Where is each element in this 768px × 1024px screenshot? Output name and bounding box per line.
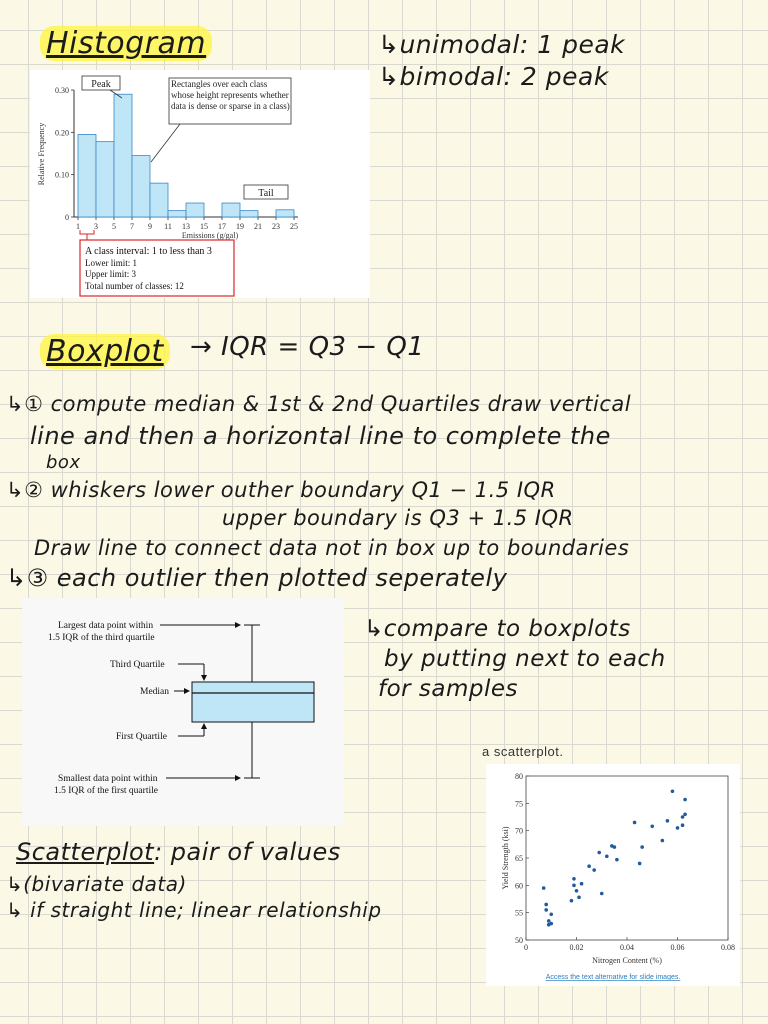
scatter-point	[671, 790, 675, 794]
histogram-x-tick-label: 23	[272, 222, 280, 231]
scatter-point	[681, 815, 685, 819]
largest-label-a: Largest data point within	[58, 621, 154, 631]
histogram-x-tick-label: 5	[112, 222, 116, 231]
histogram-x-tick-label: 19	[236, 222, 244, 231]
scatter-cut-caption: a scatterplot.	[482, 744, 564, 758]
histogram-bar	[96, 142, 114, 217]
histogram-x-tick-label: 7	[130, 222, 134, 231]
histogram-x-tick-label: 1	[76, 222, 80, 231]
scatter-panel	[486, 764, 740, 986]
scatter-x-label: Nitrogen Content (%)	[592, 956, 662, 965]
scatter-point	[577, 896, 581, 900]
step1-line-c: box	[46, 452, 81, 473]
scatter-definition: : pair of values	[154, 838, 341, 866]
scatter-plot-frame	[526, 776, 728, 940]
scatter-point	[640, 845, 644, 849]
scatter-point	[544, 908, 548, 912]
scatter-point	[650, 824, 654, 828]
histogram-x-tick-label: 25	[290, 222, 298, 231]
histogram-x-tick-label: 13	[182, 222, 190, 231]
first-quartile-label: First Quartile	[116, 732, 167, 742]
compare-line-a: ↳compare to boxplots	[364, 616, 631, 642]
class-interval-line2: Lower limit: 1	[85, 258, 137, 268]
histogram-bar	[240, 211, 258, 217]
compare-line-c: for samples	[378, 676, 519, 702]
iqr-note: → IQR = Q3 − Q1	[190, 332, 425, 362]
scatter-point	[592, 868, 596, 872]
scatter-chart	[486, 764, 740, 986]
histogram-bar	[132, 156, 150, 217]
rect-callout-text: Rectangles over each class whose height represents whether data is dense or sparse in a class)	[171, 79, 290, 111]
rect-callout-pointer	[151, 124, 180, 162]
class-interval-line4: Total number of classes: 12	[85, 281, 184, 291]
scatter-point	[572, 884, 576, 888]
step3-line: ↳③ each outlier then plotted seperately	[6, 564, 508, 592]
boxplot-panel	[22, 598, 344, 826]
scatter-point	[666, 819, 670, 823]
scatter-y-tick-label: 80	[515, 772, 523, 781]
step1-line-b: line and then a horizontal line to complete the	[30, 422, 611, 450]
scatter-y-tick-label: 70	[515, 826, 523, 836]
histogram-x-tick-label: 15	[200, 222, 208, 231]
scatter-y-tick-label: 60	[515, 881, 523, 891]
histogram-y-tick-label: 0	[65, 213, 69, 222]
peak-label: Peak	[91, 79, 111, 90]
scatter-point	[638, 862, 642, 866]
histogram-bar	[168, 211, 186, 217]
scatter-point	[580, 882, 584, 886]
unimodal-note: ↳unimodal: 1 peak	[378, 30, 626, 59]
linear-note: ↳ if straight line; linear relationship	[6, 898, 382, 922]
scatter-point	[572, 877, 576, 881]
scatter-point	[683, 798, 687, 802]
histogram-heading: Histogram	[40, 26, 212, 61]
bimodal-note: ↳bimodal: 2 peak	[378, 62, 609, 91]
scatter-point	[615, 858, 619, 862]
histogram-bar	[150, 183, 168, 217]
class-interval-line3: Upper limit: 3	[85, 269, 136, 279]
smallest-label-b: 1.5 IQR of the first quartile	[54, 786, 158, 796]
scatter-point	[661, 839, 665, 843]
scatter-y-tick-label: 75	[515, 799, 523, 809]
scatter-point	[544, 903, 548, 907]
histogram-bar	[186, 203, 204, 217]
scatter-point	[542, 886, 546, 890]
scatter-heading: Scatterplot	[16, 838, 155, 866]
scatter-point	[676, 826, 680, 830]
histogram-x-tick-label: 11	[164, 222, 172, 231]
histogram-x-tick-label: 17	[218, 222, 226, 231]
median-label: Median	[140, 687, 170, 697]
histogram-x-label: Emissions (g/gal)	[181, 231, 239, 240]
class-interval-line1: A class interval: 1 to less than 3	[85, 246, 212, 257]
histogram-y-tick-label: 0.20	[55, 128, 69, 138]
scatter-point	[681, 823, 685, 827]
histogram-bar	[276, 210, 294, 217]
scatter-point	[549, 922, 553, 926]
histogram-y-tick-label: 0.10	[55, 170, 69, 180]
box-iqr	[192, 682, 314, 722]
histogram-chart	[30, 70, 370, 298]
scatter-point	[613, 845, 617, 849]
scatter-y-tick-label: 55	[515, 908, 523, 918]
compare-line-b: by putting next to each	[384, 646, 666, 672]
scatter-x-tick-label: 0	[524, 943, 528, 952]
scatter-x-tick-label: 0.06	[670, 943, 685, 952]
histogram-y-tick-label: 0.30	[55, 86, 69, 95]
scatter-point	[547, 919, 551, 923]
histogram-bar	[114, 94, 132, 217]
step1-line-a: ↳① compute median & 1st & 2nd Quartiles draw vertical	[6, 392, 632, 416]
scatter-y-tick-label: 50	[515, 936, 523, 945]
step2-line-c: Draw line to connect data not in box up to boundaries	[34, 536, 630, 560]
bivariate-note: ↳(bivariate data)	[6, 872, 187, 896]
histogram-bar	[78, 134, 96, 217]
scatter-x-tick-label: 0.02	[569, 943, 584, 952]
scatter-heading-line	[16, 838, 341, 866]
scatter-y-label: Yield Strength (ksi)	[501, 826, 510, 890]
histogram-panel	[30, 70, 370, 298]
smallest-label-a: Smallest data point within	[58, 774, 158, 784]
largest-label-b: 1.5 IQR of the third quartile	[48, 633, 155, 643]
scatter-point	[587, 864, 591, 868]
histogram-x-tick-label: 21	[254, 222, 262, 231]
boxplot-diagram	[22, 598, 344, 826]
scatter-point	[549, 913, 553, 917]
scatter-y-tick-label: 65	[515, 854, 523, 863]
third-quartile-label: Third Quartile	[110, 660, 165, 670]
histogram-bar	[222, 203, 240, 217]
histogram-y-label: Relative Frequency	[37, 122, 46, 186]
step2-line-b: upper boundary is Q3 + 1.5 IQR	[222, 506, 574, 530]
scatter-x-tick-label: 0.08	[721, 943, 735, 952]
scatter-link[interactable]: Access the text alternative for slide images.	[545, 974, 681, 981]
step2-line-a: ↳② whiskers lower outher boundary Q1 − 1.5 IQR	[6, 478, 556, 502]
scatter-point	[570, 899, 574, 903]
boxplot-heading: Boxplot	[40, 334, 170, 369]
scatter-point	[683, 812, 687, 816]
class-interval-bracket	[80, 230, 94, 240]
scatter-point	[605, 855, 609, 859]
scatter-point	[575, 889, 579, 893]
scatter-point	[597, 851, 601, 855]
histogram-x-tick-label: 3	[94, 222, 98, 231]
histogram-x-tick-label: 9	[148, 222, 152, 231]
scatter-point	[600, 892, 604, 896]
scatter-point	[633, 821, 637, 825]
tail-label: Tail	[258, 188, 274, 199]
scatter-x-tick-label: 0.04	[620, 943, 634, 952]
